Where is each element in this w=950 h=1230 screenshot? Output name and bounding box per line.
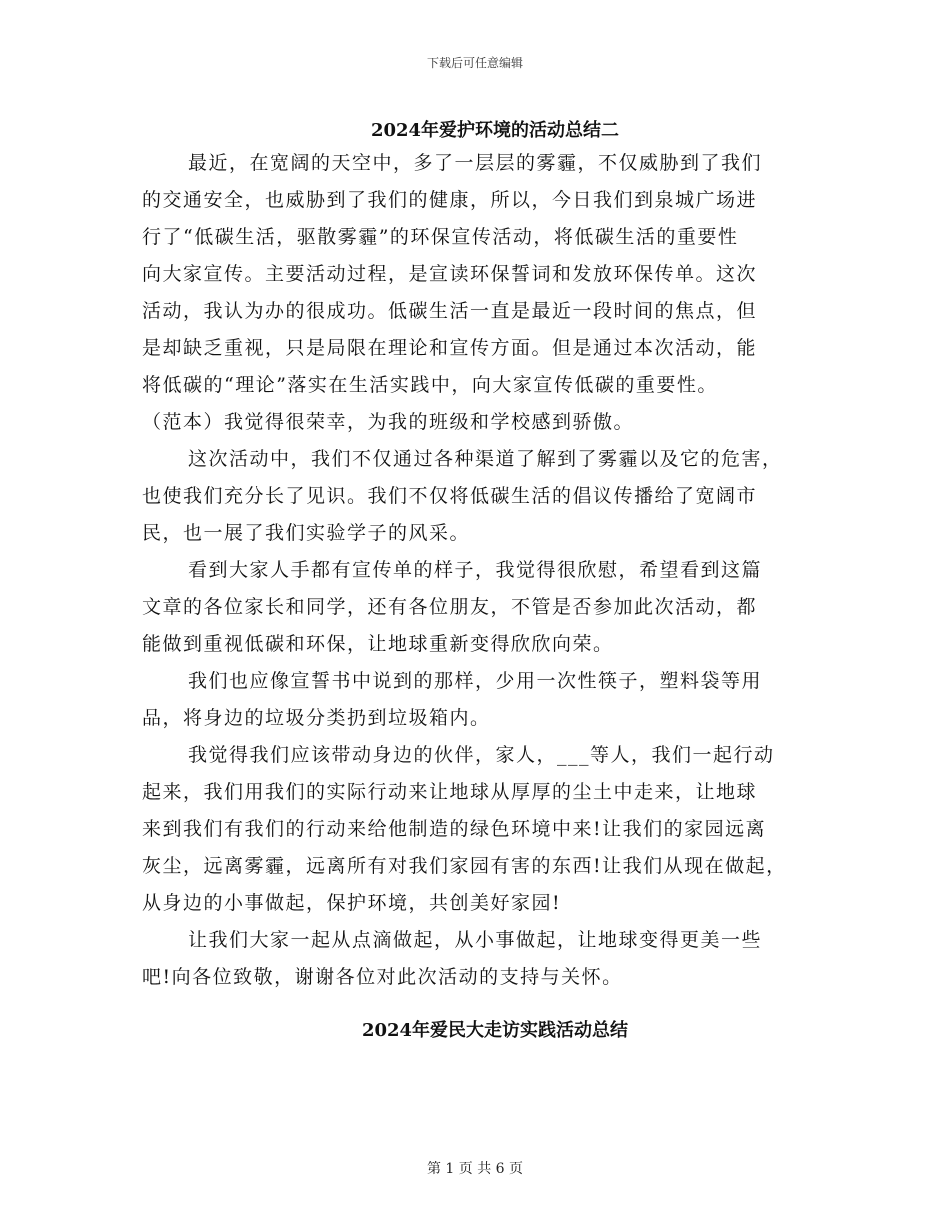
text-line: 这次活动中，我们不仅通过各种渠道了解到了雾霾以及它的危害，	[188, 448, 783, 470]
text-line: 来到我们有我们的行动来给他制造的绿色环境中来!让我们的家园远离	[142, 818, 767, 840]
text-line: 让我们大家一起从点滴做起，从小事做起，让地球变得更美一些	[188, 929, 763, 951]
text-line: 的交通安全，也威胁到了我们的健康，所以，今日我们到泉城广场进	[142, 189, 758, 211]
text-line: 吧!向各位致敬，谢谢各位对此次活动的支持与关怀。	[142, 966, 623, 988]
text-line: （范本）我觉得很荣幸，为我的班级和学校感到骄傲。	[142, 411, 635, 433]
page-header-note: 下载后可任意编辑	[426, 56, 523, 70]
text-line: 民，也一展了我们实验学子的风采。	[142, 522, 471, 544]
text-line: 看到大家人手都有宣传单的样子，我觉得很欣慰，希望看到这篇	[188, 559, 763, 581]
text-line: 灰尘，远离雾霾，远离所有对我们家园有害的东西!让我们从现在做起，	[142, 855, 787, 877]
page-number-footer: 第 1 页 共 6 页	[426, 1161, 524, 1177]
text-line: 活动，我认为办的很成功。低碳生活一直是最近一段时间的焦点，但	[142, 300, 758, 322]
text-line: 我觉得我们应该带动身边的伙伴，家人，___等人，我们一起行动	[188, 744, 775, 766]
text-line: 行了“低碳生活，驱散雾霾”的环保宣传活动，将低碳生活的重要性	[142, 226, 739, 248]
text-line: 最近，在宽阔的天空中，多了一层层的雾霾，不仅威胁到了我们	[188, 152, 763, 174]
text-line: 也使我们充分长了见识。我们不仅将低碳生活的倡议传播给了宽阔市	[142, 485, 758, 507]
text-line: 是却缺乏重视，只是局限在理论和宣传方面。但是通过本次活动，能	[142, 337, 758, 359]
text-line: 我们也应像宣誓书中说到的那样，少用一次性筷子，塑料袋等用	[188, 670, 763, 692]
text-line: 能做到重视低碳和环保，让地球重新变得欣欣向荣。	[142, 633, 614, 655]
second-document-title: 2024年爱民大走访实践活动总结	[361, 1020, 629, 1041]
text-line: 起来，我们用我们的实际行动来让地球从厚厚的尘土中走来，让地球	[142, 781, 758, 803]
text-line: 从身边的小事做起，保护环境，共创美好家园!	[142, 892, 562, 914]
text-line: 向大家宣传。主要活动过程，是宣读环保誓词和发放环保传单。这次	[142, 263, 758, 285]
text-line: 文章的各位家长和同学，还有各位朋友，不管是否参加此次活动，都	[142, 596, 758, 618]
document-title: 2024年爱护环境的活动总结二	[370, 120, 620, 141]
text-line: 品，将身边的垃圾分类扔到垃圾箱内。	[142, 707, 491, 729]
text-line: 将低碳的“理论”落实在生活实践中，向大家宣传低碳的重要性。	[142, 374, 718, 396]
